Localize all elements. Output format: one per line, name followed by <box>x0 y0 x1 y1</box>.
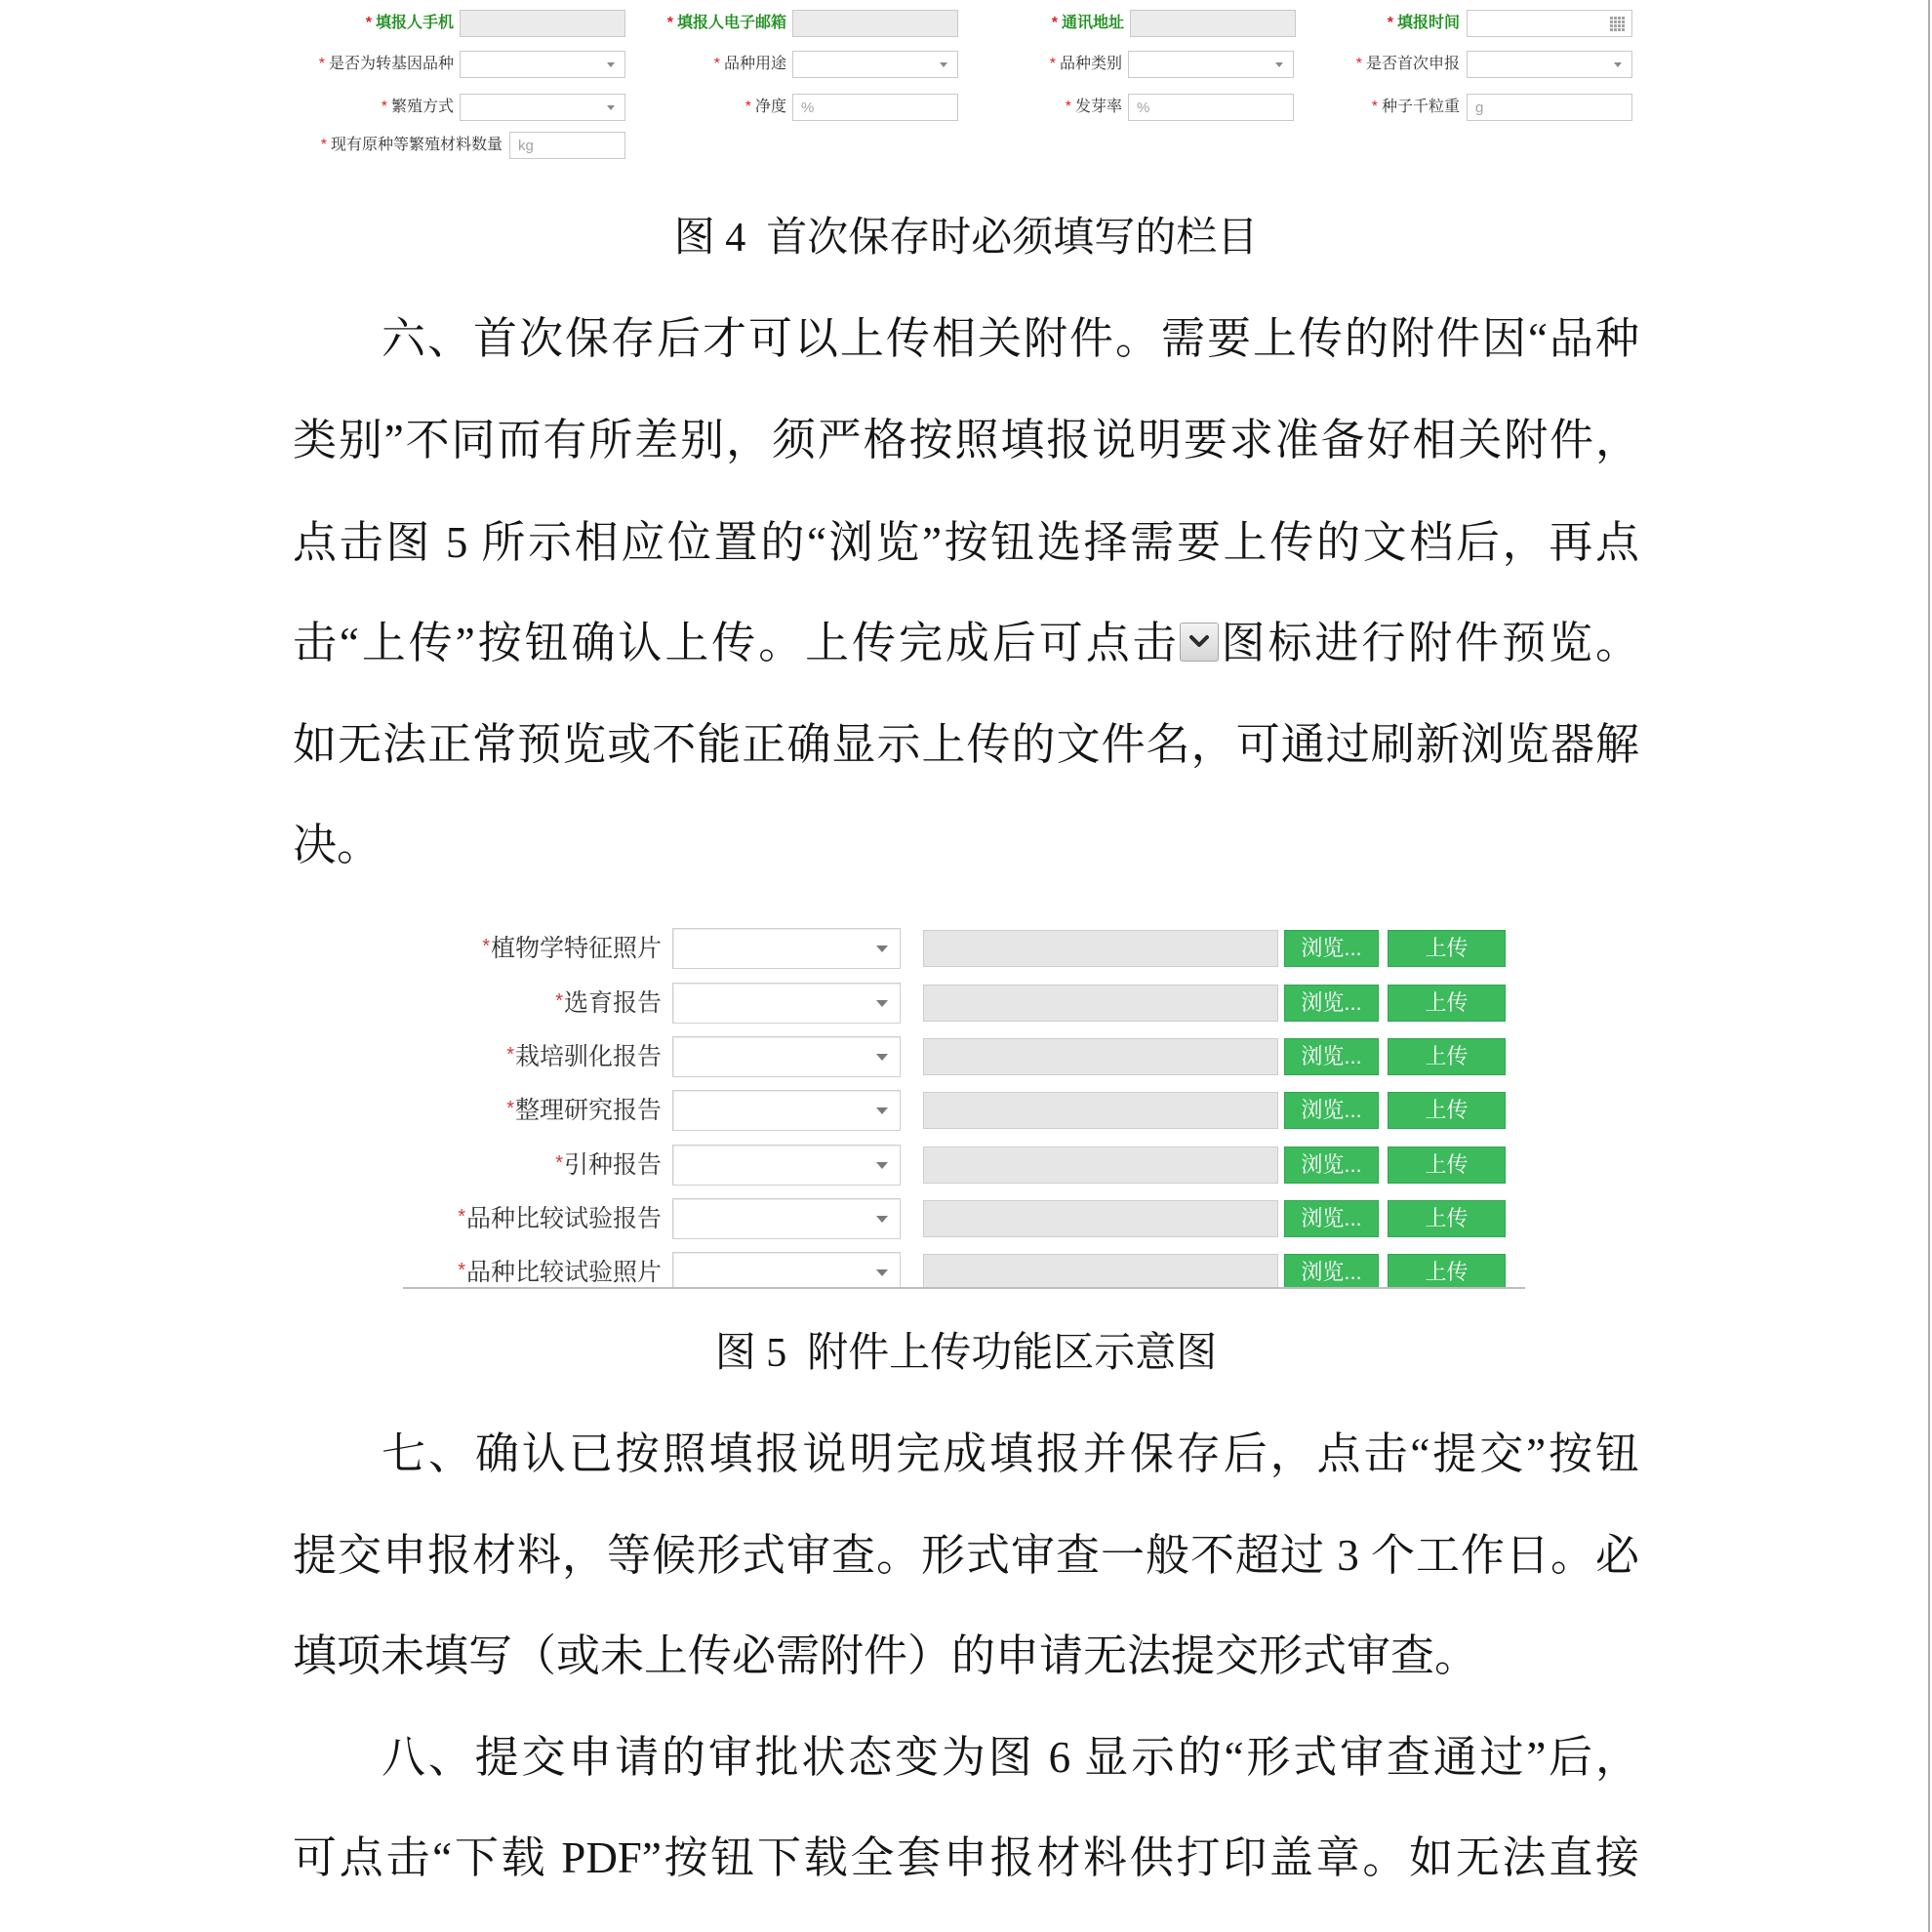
file-type-select[interactable] <box>672 1252 901 1289</box>
paragraph-line: 可点击“下载 PDF”按钮下载全套申报材料供打印盖章。如无法直接 <box>293 1833 1639 1882</box>
upload-row-label <box>506 1089 662 1132</box>
upload-row-label <box>555 1144 662 1187</box>
upload-row-label-text: 品种比较试验报告 <box>465 1205 662 1232</box>
required-mark: * <box>1371 99 1378 115</box>
paragraph-line: 填项未填写（或未上传必需附件）的申请无法提交形式审查。 <box>293 1631 1479 1680</box>
variety-usage-label <box>714 51 786 78</box>
variety-category-select[interactable] <box>1128 51 1294 78</box>
required-mark: * <box>1065 99 1071 115</box>
file-type-select[interactable] <box>672 983 901 1024</box>
paragraph-line: 如无法正常预览或不能正确显示上传的文件名，可通过刷新浏览器解 <box>293 720 1639 769</box>
paragraph-text: 击“上传”按钮确认上传。上传完成后可点击 <box>293 619 1180 667</box>
paragraph-line: 点击图 5 所示相应位置的“浏览”按钮选择需要上传的文档后，再点 <box>293 518 1639 567</box>
figure-5-upload-screenshot <box>403 912 1525 1289</box>
filler-phone-label <box>366 10 454 37</box>
upload-row-comparison-report <box>403 1197 1525 1240</box>
filler-phone-label-text: 填报人手机 <box>375 15 454 31</box>
file-type-select[interactable] <box>672 1145 901 1186</box>
figure-4-caption: 图 4 首次保存时必须填写的栏目 <box>673 216 1259 261</box>
filler-email-label <box>667 10 786 37</box>
required-mark: * <box>381 99 387 115</box>
caret-down-icon <box>876 1216 888 1223</box>
required-mark: * <box>482 936 490 957</box>
required-mark: * <box>458 1206 465 1228</box>
upload-row-botanical-photo <box>403 927 1525 970</box>
paragraph-line: 决。 <box>293 821 382 869</box>
fill-date-label <box>1388 10 1460 37</box>
germination-rate-input[interactable] <box>1128 94 1294 121</box>
propagation-method-label-text: 繁殖方式 <box>390 99 454 115</box>
variety-category-label <box>1050 51 1122 78</box>
upload-row-label <box>458 1197 662 1240</box>
file-path-field[interactable] <box>923 930 1278 967</box>
file-path-field[interactable] <box>923 1038 1278 1075</box>
upload-button[interactable]: 上传 <box>1388 1038 1506 1075</box>
upload-row-label <box>555 982 662 1025</box>
transgenic-variety-label-text: 是否为转基因品种 <box>328 56 454 72</box>
required-mark: * <box>365 15 372 31</box>
caret-down-icon <box>876 1054 888 1061</box>
upload-row-research-report <box>403 1089 1525 1132</box>
browse-button[interactable]: 浏览... <box>1284 1092 1379 1129</box>
paragraph-line: 类别”不同而有所差别，须严格按照填报说明要求准备好相关附件， <box>293 416 1639 464</box>
upload-row-label <box>458 1251 662 1289</box>
browse-button[interactable]: 浏览... <box>1284 1254 1379 1289</box>
first-application-label-text: 是否首次申报 <box>1365 56 1460 72</box>
required-mark: * <box>745 99 751 115</box>
required-mark: * <box>555 1152 563 1174</box>
file-path-field[interactable] <box>923 1147 1278 1184</box>
required-mark: * <box>458 1260 465 1281</box>
first-application-select[interactable] <box>1467 51 1632 78</box>
filler-email-label-text: 填报人电子邮箱 <box>676 15 786 31</box>
browse-button[interactable]: 浏览... <box>1284 1200 1379 1237</box>
germination-rate-label-text: 发芽率 <box>1074 99 1122 115</box>
file-type-select[interactable] <box>672 1036 901 1077</box>
first-application-label <box>1356 51 1460 78</box>
file-path-field[interactable] <box>923 1200 1278 1237</box>
paragraph-text: 图标进行附件预览。 <box>1218 619 1639 667</box>
filler-phone-input[interactable] <box>460 10 625 37</box>
stock-quantity-label <box>321 132 503 159</box>
paragraph-line: 六、首次保存后才可以上传相关附件。需要上传的附件因“品种 <box>382 314 1639 363</box>
file-path-field[interactable] <box>923 1092 1278 1129</box>
mailing-address-label-text: 通讯地址 <box>1061 15 1124 31</box>
paragraph-line <box>293 592 1639 694</box>
page-edge-line <box>1928 0 1930 1932</box>
caret-down-icon <box>1614 62 1622 67</box>
upload-row-label-text: 栽培驯化报告 <box>514 1043 662 1070</box>
variety-usage-label-text: 品种用途 <box>723 56 786 72</box>
file-path-field[interactable] <box>923 985 1278 1022</box>
browse-button[interactable]: 浏览... <box>1284 930 1379 967</box>
caret-down-icon <box>876 1107 888 1114</box>
mailing-address-label <box>1052 10 1124 37</box>
caret-down-icon <box>876 946 888 952</box>
upload-button[interactable]: 上传 <box>1388 1200 1506 1237</box>
upload-row-cultivation-report <box>403 1035 1525 1078</box>
thousand-seed-weight-label <box>1372 94 1460 121</box>
filler-email-input[interactable] <box>792 10 958 37</box>
required-mark: * <box>1387 15 1393 31</box>
upload-row-label <box>506 1035 662 1078</box>
transgenic-variety-label <box>319 51 454 78</box>
figure-4-form-screenshot <box>0 0 1932 171</box>
browse-button[interactable]: 浏览... <box>1284 1038 1379 1075</box>
required-mark: * <box>506 1044 514 1066</box>
upload-row-introduction-report <box>403 1144 1525 1187</box>
upload-row-comparison-photo <box>403 1251 1525 1289</box>
upload-row-label-text: 整理研究报告 <box>514 1097 662 1124</box>
upload-row-breeding-report <box>403 982 1525 1025</box>
germination-rate-label <box>1066 94 1122 121</box>
calendar-icon[interactable] <box>1609 16 1625 31</box>
upload-button[interactable]: 上传 <box>1388 1092 1506 1129</box>
fill-date-label-text: 填报时间 <box>1396 15 1460 31</box>
propagation-method-select[interactable] <box>460 94 625 121</box>
upload-row-label-text: 选育报告 <box>563 989 662 1017</box>
required-mark: * <box>1049 56 1056 72</box>
paragraph-line: 八、提交申请的审批状态变为图 6 显示的“形式审查通过”后， <box>382 1733 1639 1782</box>
purity-label <box>745 94 786 121</box>
fill-date-input[interactable] <box>1467 10 1632 37</box>
file-type-select[interactable] <box>672 1198 901 1239</box>
required-mark: * <box>1051 15 1058 31</box>
caret-down-icon <box>607 105 615 110</box>
required-mark: * <box>555 990 563 1012</box>
browse-button[interactable]: 浏览... <box>1284 1147 1379 1184</box>
stock-quantity-input[interactable] <box>509 132 625 159</box>
required-mark: * <box>318 56 325 72</box>
upload-row-label-text: 植物学特征照片 <box>490 935 662 962</box>
upload-button[interactable]: 上传 <box>1388 1147 1506 1184</box>
stock-quantity-label-text: 现有原种等繁殖材料数量 <box>330 137 503 153</box>
required-mark: * <box>713 56 720 72</box>
required-mark: * <box>666 15 673 31</box>
caret-down-icon <box>876 1269 888 1276</box>
required-mark: * <box>1355 56 1362 72</box>
variety-category-label-text: 品种类别 <box>1059 56 1122 72</box>
required-mark: * <box>506 1098 514 1119</box>
purity-input[interactable] <box>792 94 958 121</box>
caret-down-icon <box>607 62 615 67</box>
variety-usage-select[interactable] <box>792 51 958 78</box>
upload-row-label-text: 品种比较试验照片 <box>465 1259 662 1286</box>
upload-row-label-text: 引种报告 <box>563 1151 662 1179</box>
browse-button[interactable]: 浏览... <box>1284 985 1379 1022</box>
propagation-method-label <box>382 94 454 121</box>
upload-button[interactable]: 上传 <box>1388 1254 1506 1289</box>
mailing-address-input[interactable] <box>1130 10 1296 37</box>
upload-button[interactable]: 上传 <box>1388 930 1506 967</box>
purity-label-text: 净度 <box>754 99 786 115</box>
chevron-down-icon <box>1180 623 1219 662</box>
required-mark: * <box>320 137 327 153</box>
caret-down-icon <box>940 62 947 67</box>
upload-row-label <box>482 927 662 970</box>
upload-button[interactable]: 上传 <box>1388 985 1506 1022</box>
caret-down-icon <box>876 1000 888 1007</box>
caret-down-icon <box>876 1162 888 1169</box>
transgenic-variety-select[interactable] <box>460 51 625 78</box>
file-type-select[interactable] <box>672 928 901 969</box>
caret-down-icon <box>1275 62 1283 67</box>
paragraph-line: 提交申报材料，等候形式审查。形式审查一般不超过 3 个工作日。必 <box>293 1531 1639 1580</box>
figure-5-caption: 图 5 附件上传功能区示意图 <box>714 1331 1218 1376</box>
file-path-field[interactable] <box>923 1254 1278 1289</box>
file-type-select[interactable] <box>672 1090 901 1131</box>
thousand-seed-weight-label-text: 种子千粒重 <box>1381 99 1460 115</box>
thousand-seed-weight-input[interactable] <box>1467 94 1632 121</box>
paragraph-line: 七、确认已按照填报说明完成填报并保存后，点击“提交”按钮 <box>382 1429 1639 1478</box>
